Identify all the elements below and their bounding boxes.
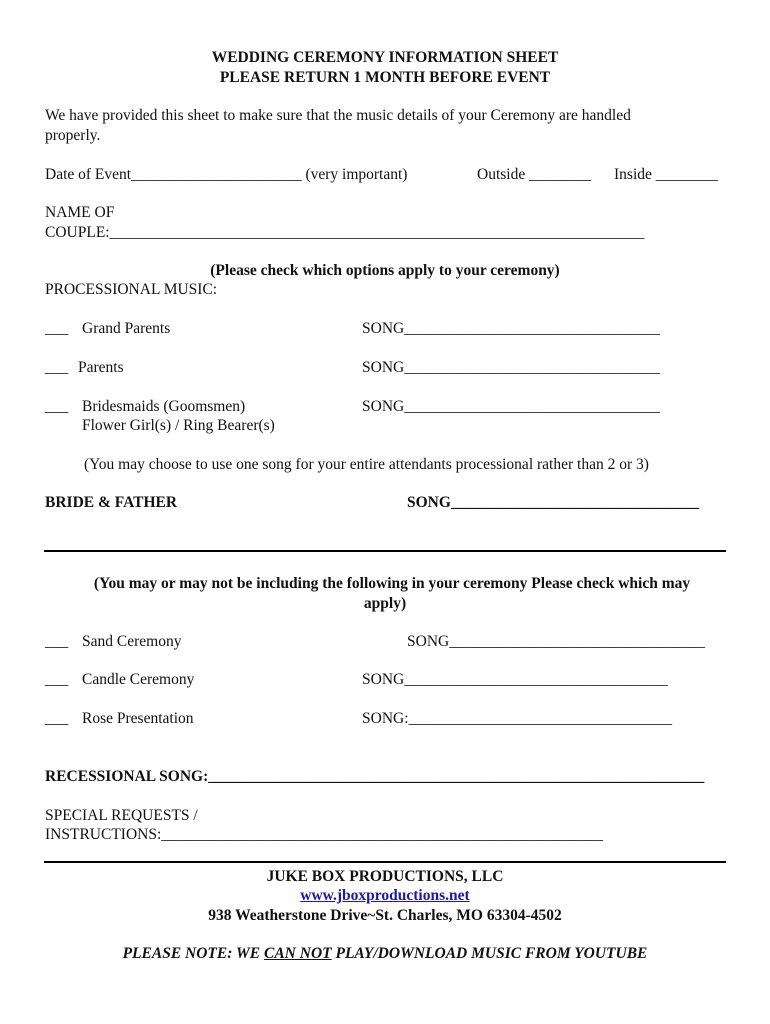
grand-parents-song-field[interactable]: SONG_________________________________ [362,320,660,337]
sand-ceremony-song-field[interactable]: SONG_________________________________ [407,633,705,650]
rose-presentation-checkbox[interactable]: ___ [45,710,69,727]
couple-name-field[interactable]: COUPLE:_____________________________________________________________________ [45,224,645,241]
sand-ceremony-checkbox[interactable]: ___ [45,633,69,650]
document-subtitle: PLEASE RETURN 1 MONTH BEFORE EVENT [219,69,551,86]
candle-ceremony-checkbox[interactable]: ___ [45,671,69,688]
inside-field[interactable]: Inside ________ [614,166,718,183]
processional-heading: PROCESSIONAL MUSIC: [45,281,218,298]
parents-label: Parents [78,359,124,376]
outside-field[interactable]: Outside ________ [477,166,592,183]
section-divider [44,550,726,552]
bride-father-label: BRIDE & FATHER [45,494,178,511]
recessional-song-label: RECESSIONAL SONG: [45,768,209,785]
intro-line-1: We have provided this sheet to make sure that the music details of your Ceremony are handled [45,107,631,124]
parents-checkbox[interactable]: ___ [45,359,69,376]
optional-note-line-1: (You may or may not be including the following in your ceremony Please check which may [93,575,691,592]
footer-divider [44,861,726,863]
candle-ceremony-song-field[interactable]: SONG__________________________________ [362,671,668,688]
sand-ceremony-label: Sand Ceremony [82,633,182,650]
grand-parents-checkbox[interactable]: ___ [45,320,69,337]
flower-girl-label: Flower Girl(s) / Ring Bearer(s) [82,417,275,434]
company-name: JUKE BOX PRODUCTIONS, LLC [266,868,504,885]
recessional-song-field[interactable] [45,767,704,786]
processional-note: (You may choose to use one song for your entire attendants processional rather than 2 or 3) [84,456,649,473]
company-address: 938 Weatherstone Drive~St. Charles, MO 63304-4502 [208,907,562,924]
youtube-note-suffix: PLAY/DOWNLOAD MUSIC FROM YOUTUBE [331,945,648,962]
document-title: WEDDING CEREMONY INFORMATION SHEET [211,49,559,66]
youtube-note-prefix: PLEASE NOTE: WE [122,945,264,962]
website-link-wrap [0,886,770,905]
rose-presentation-song-field[interactable]: SONG:__________________________________ [362,710,673,727]
website-link[interactable]: www.jboxproductions.net [300,887,470,904]
grand-parents-label: Grand Parents [82,320,171,337]
youtube-note [0,944,770,963]
optional-note-line-2: apply) [363,595,407,612]
bride-father-song-field[interactable] [407,493,699,512]
special-instructions-field[interactable]: INSTRUCTIONS:_________________________________________________________ [45,826,604,843]
special-requests-label: SPECIAL REQUESTS / [45,807,198,824]
processional-instruction: (Please check which options apply to your ceremony) [210,262,560,279]
bride-father-song-label: SONG [407,494,451,511]
bridesmaids-label: Bridesmaids (Goomsmen) [82,398,246,415]
parents-song-field[interactable]: SONG_________________________________ [362,359,660,376]
bridesmaids-checkbox[interactable]: ___ [45,398,69,415]
recessional-song-blank: ________________________________________________________________ [208,768,705,785]
intro-line-2: properly. [45,127,101,144]
youtube-note-emphasis: CAN NOT [264,945,332,962]
candle-ceremony-label: Candle Ceremony [82,671,195,688]
rose-presentation-label: Rose Presentation [82,710,194,727]
couple-name-label: NAME OF [45,204,115,221]
date-of-event-field[interactable]: Date of Event______________________ (very important) [45,166,408,183]
bride-father-song-blank: ________________________________ [450,494,699,511]
bridesmaids-song-field[interactable]: SONG_________________________________ [362,398,660,415]
